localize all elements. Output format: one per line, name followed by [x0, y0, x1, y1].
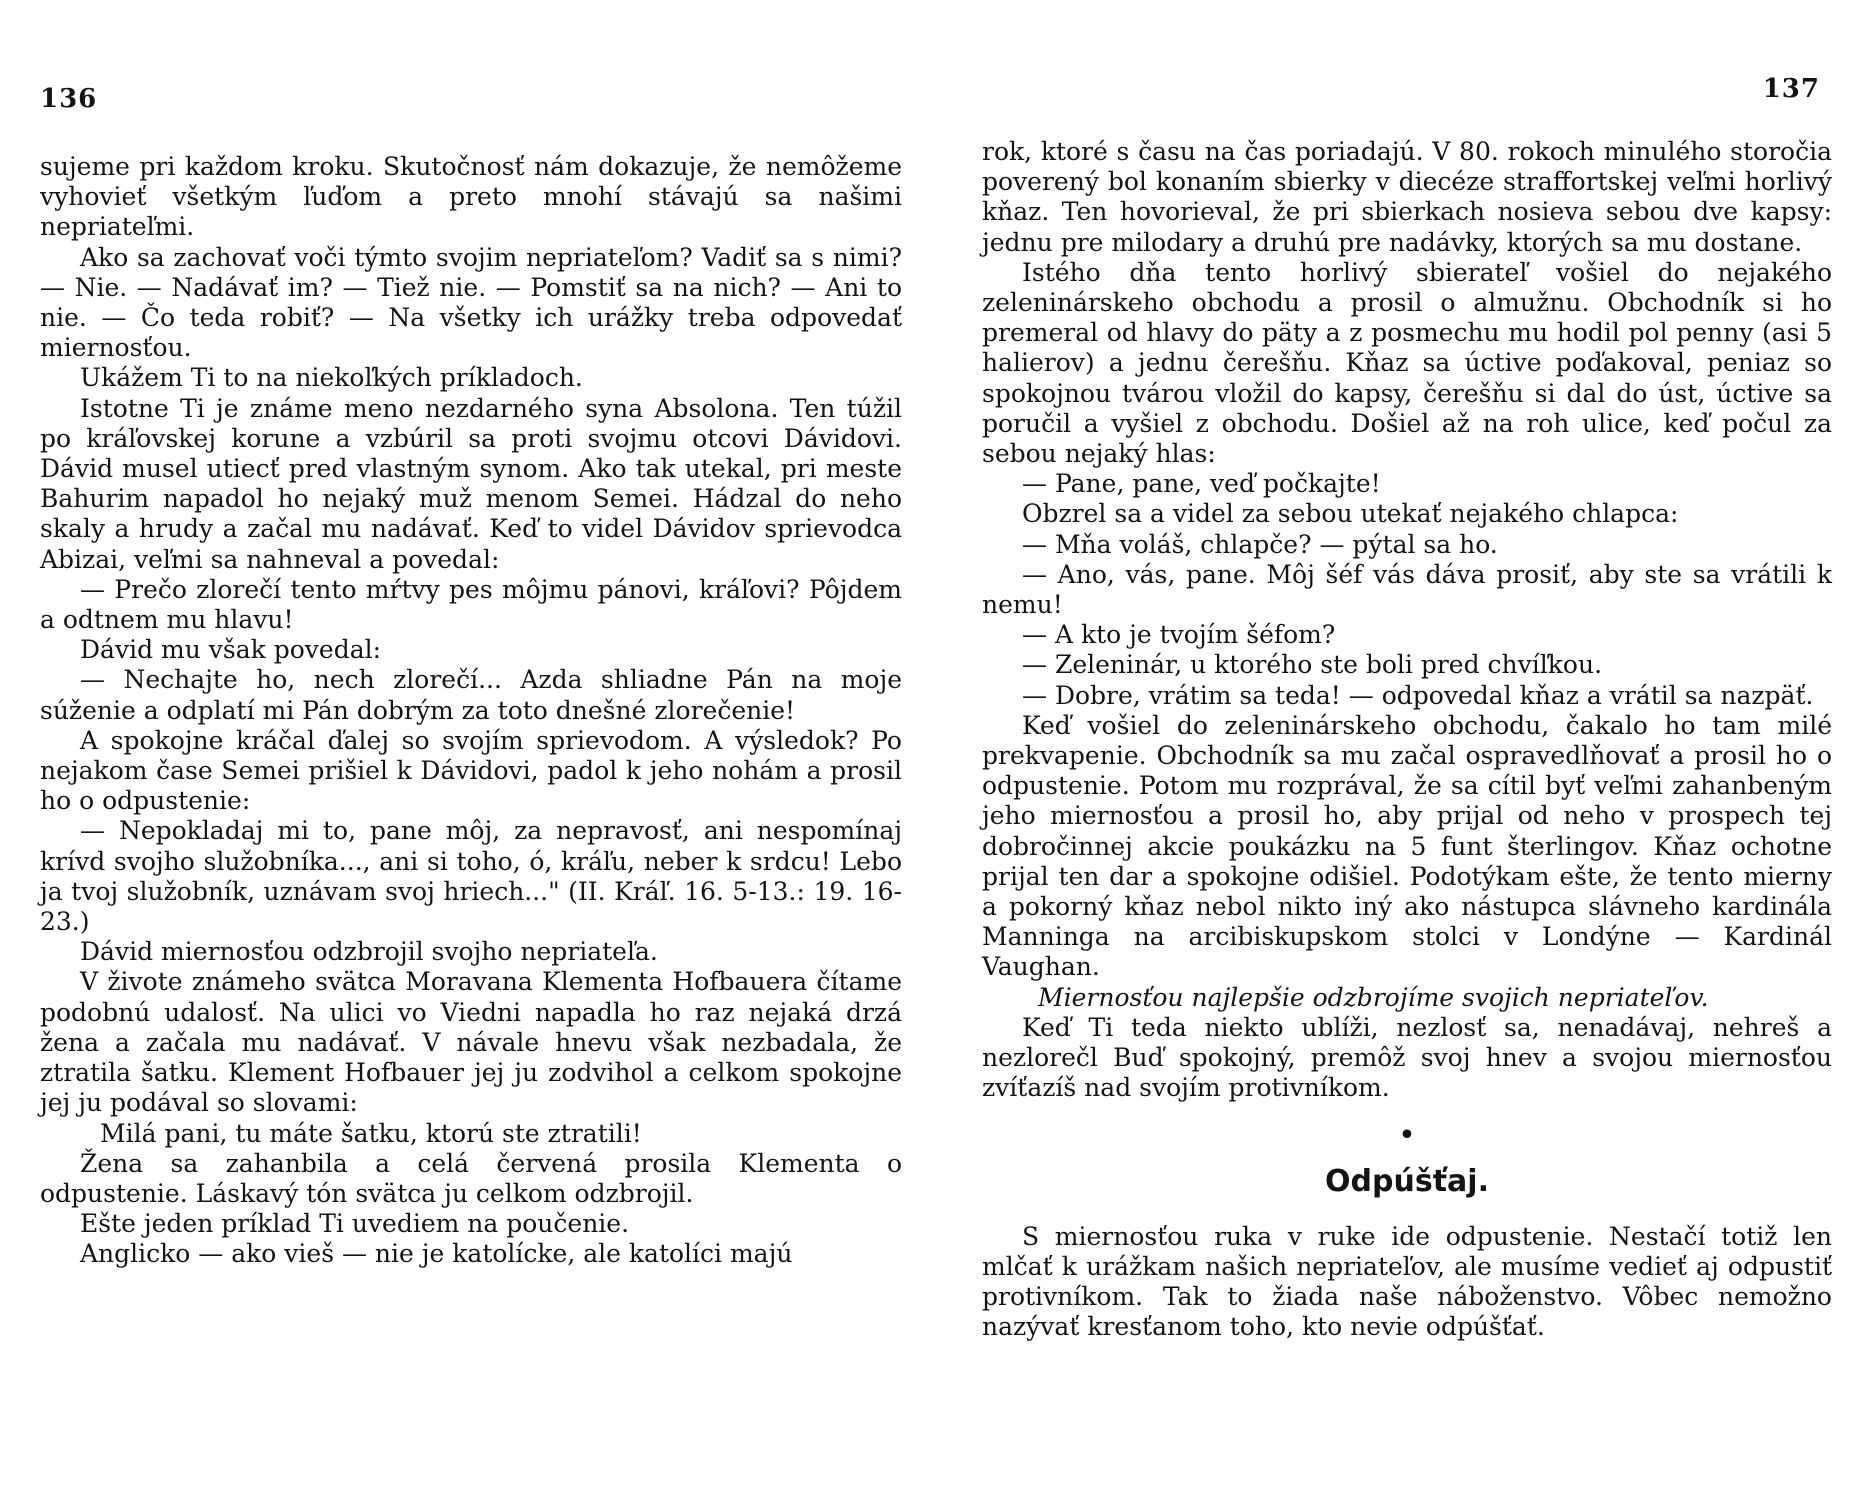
paragraph: S miernosťou ruka v ruke ide odpustenie. Nestačí totiž len mlčať k urážkam našich nepriateľov, ale musíme vedieť aj odpustiť protivníkom. Tak to žiada naše náboženstvo. Vôbec nemožno nazývať kresťanom toho, kto nevie odpúšťať. — [982, 1221, 1832, 1342]
paragraph: Milá pani, tu máte šatku, ktorú ste ztratili! — [100, 1118, 642, 1148]
right-page-text — [982, 137, 1832, 1342]
paragraph: Ako sa zachovať voči týmto svojim nepriateľom? Vadiť sa s nimi? — Nie. — Nadávať im? — Tiež nie. — Pomstiť sa na nich? — Ani to nie. — Čo teda robiť? — Na všetky ich urážky treba odpovedať miernosťou. — [40, 242, 902, 363]
paragraph: V živote známeho svätca Moravana Klementa Hofbauera čítame podobnú udalosť. Na ulici vo Viedni napadla ho raz nejaká drzá žena a začala mu nadávať. V návale hnevu však nezbadala, že ztratila šatku. Klement Hofbauer jej ju zodvihol a celkom spokojne jej ju podával so slovami: — [40, 967, 902, 1118]
paragraph: — Nechajte ho, nech zlorečí... Azda shliadne Pán na moje súženie a odplatí mi Pán dobrým za toto dnešné zlorečenie! — [40, 665, 902, 725]
paragraph: Žena sa zahanbila a celá červená prosila Klementa o odpustenie. Láskavý tón svätca ju celkom odzbrojil. — [40, 1148, 902, 1208]
paragraph: Anglicko — ako vieš — nie je katolícke, ale katolíci majú — [80, 1239, 793, 1269]
paragraph: sujeme pri každom kroku. Skutočnosť nám dokazuje, že nemôžeme vyhovieť všetkým ľuďom a preto mnohí stávajú sa našimi nepriateľmi. — [40, 152, 902, 242]
paragraph: Dávid mu však povedal: — [80, 635, 382, 665]
section-marker: • — [1398, 1117, 1416, 1153]
paragraph: Ešte jeden príklad Ti uvediem na poučenie. — [80, 1209, 630, 1239]
paragraph: — Ano, vás, pane. Môj šéf vás dáva prosiť, aby ste sa vrátili k nemu! — [982, 559, 1832, 620]
paragraph: — Prečo zlorečí tento mŕtvy pes môjmu pánovi, kráľovi? Pôjdem a odtnem mu hlavu! — [40, 574, 902, 635]
paragraph: — A kto je tvojím šéfom? — [1022, 620, 1336, 650]
paragraph: rok, ktoré s času na čas poriadajú. V 80. rokoch minulého storočia poverený bol konaním sbierky v diecéze straffortskej veľmi horlivý kňaz. Ten hovorieval, že pri sbierkach nosieva sebou dve kapsy: jednu pre milodary a druhú pre nadávky, ktorých sa mu dostane. — [982, 137, 1832, 257]
paragraph: — Dobre, vrátim sa teda! — odpovedal kňaz a vrátil sa nazpäť. — [1022, 680, 1814, 710]
paragraph: A spokojne kráčal ďalej so svojím sprievodom. A výsledok? Po nejakom čase Semei prišiel k Dávidovi, padol k jeho nohám a prosil ho o odpustenie: — [40, 725, 902, 816]
paragraph: Keď vošiel do zeleninárskeho obchodu, čakalo ho tam milé prekvapenie. Obchodník sa mu začal ospravedlňovať a prosil ho o odpustenie. Potom mu rozprával, že sa cítil byť veľmi zahanbeným jeho miernosťou a prosil ho, aby prijal od neho v prospech tej dobročinnej akcie poukázku na 5 funt šterlingov. Kňaz ochotne prijal ten dar a spokojne odišiel. Podotýkam ešte, že tento mierny a pokorný kňaz nebol nikto iný ako nástupca slávneho kardinála Manninga na arcibiskupskom stolci v Londýne — Kardinál Vaughan. — [982, 710, 1832, 982]
paragraph: Keď Ti teda niekto ublíži, nezlosť sa, nenadávaj, nehreš a nezlorečl Buď spokojný, premôž svoj hnev a svojou miernosťou zvíťazíš nad svojím protivníkom. — [982, 1012, 1832, 1103]
paragraph: Istotne Ti je známe meno nezdarného syna Absolona. Ten túžil po kráľovskej korune a vzbúril sa proti svojmu otcovi Dávidovi. Dávid musel utiecť pred vlastným synom. Ako tak utekal, pri meste Bahurim napadol ho nejaký muž menom Semei. Hádzal do neho skaly a hrudy a začal mu nadávať. Keď to videl Dávidov sprievodca Abizai, veľmi sa nahneval a povedal: — [40, 393, 902, 574]
paragraph: Istého dňa tento horlivý sbierateľ vošiel do nejakého zeleninárskeho obchodu a prosil o almužnu. Obchodník si ho premeral od hlavy do päty a z posmechu mu hodil pol penny (asi 5 halierov) a jednu čerešňu. Kňaz sa úctive poďakoval, peniaz so spokojnou tvárou vložil do kapsy, čerešňu si dal do úst, úctive sa poručil a vyšiel z obchodu. Došiel až na roh ulice, keď počul za sebou nejaký hlas: — [982, 257, 1832, 469]
paragraph: — Pane, pane, veď počkajte! — [1022, 469, 1381, 499]
paragraph: Dávid miernosťou odzbrojil svojho nepriateľa. — [80, 937, 658, 967]
section-title: Odpúšťaj. — [1325, 1163, 1489, 1199]
left-page-text — [40, 152, 902, 1270]
paragraph: Miernosťou najlepšie odzbrojíme svojich nepriateľov. — [1038, 982, 1709, 1012]
left-page-number: 136 — [40, 84, 98, 114]
paragraph: Ukážem Ti to na niekoľkých príkladoch. — [80, 363, 583, 393]
paragraph: — Nepokladaj mi to, pane môj, za nepravosť, ani nespomínaj krívd svojho služobníka..., ani si toho, ó, kráľu, neber k srdcu! Lebo ja tvoj služobník, uznávam svoj hriech..." (II. Kráľ. 16. 5-13.: 19. 16-23.) — [40, 816, 902, 937]
right-page-number: 137 — [1762, 74, 1820, 104]
paragraph: — Mňa voláš, chlapče? — pýtal sa ho. — [1022, 529, 1498, 559]
paragraph: — Zeleninár, u ktorého ste boli pred chvíľkou. — [1022, 650, 1603, 680]
paragraph: Obzrel sa a videl za sebou utekať nejakého chlapca: — [1022, 499, 1679, 529]
